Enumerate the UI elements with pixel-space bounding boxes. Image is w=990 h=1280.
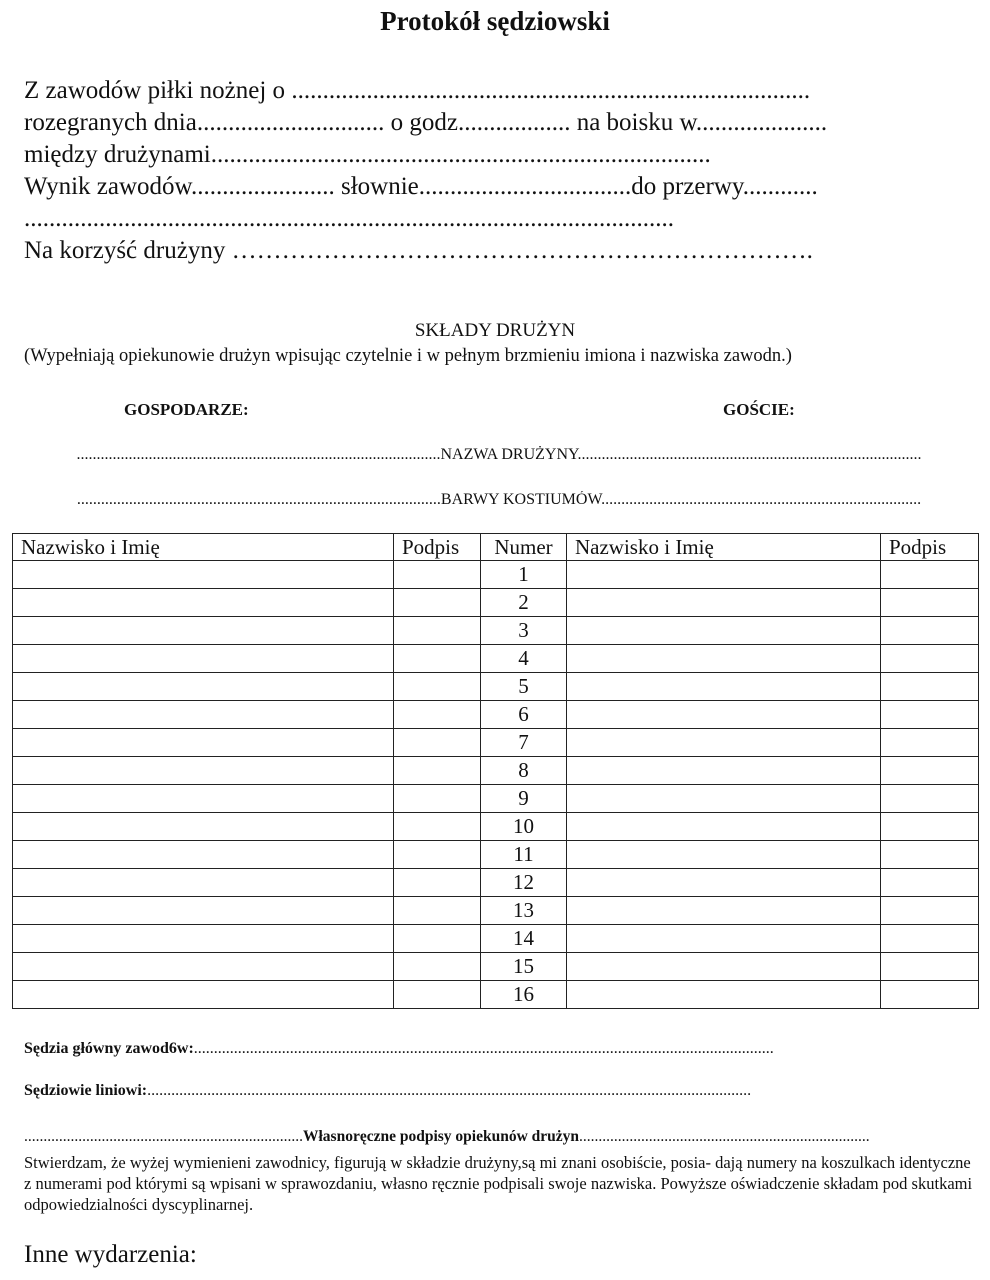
home-player-name-cell[interactable] bbox=[13, 589, 394, 617]
player-number-cell: 7 bbox=[481, 729, 567, 757]
roster-row bbox=[13, 757, 979, 785]
home-player-signature-cell[interactable] bbox=[394, 953, 481, 981]
signatures-field-right[interactable]: ........................................................................... bbox=[579, 1128, 870, 1145]
halftime-label: do przerwy bbox=[631, 173, 743, 200]
away-player-signature-cell[interactable] bbox=[881, 757, 979, 785]
winner-line bbox=[24, 236, 813, 266]
home-team-name-field[interactable]: ........................................................................................... bbox=[76, 446, 441, 463]
result-line bbox=[24, 172, 818, 202]
away-player-name-cell[interactable] bbox=[567, 589, 881, 617]
roster-row bbox=[13, 981, 979, 1009]
date-field[interactable]: .............................. bbox=[196, 109, 385, 136]
away-player-name-cell[interactable] bbox=[567, 841, 881, 869]
away-player-name-cell[interactable] bbox=[567, 645, 881, 673]
home-player-signature-cell[interactable] bbox=[394, 673, 481, 701]
home-name-header: Nazwisko i Imię bbox=[13, 534, 394, 561]
home-player-signature-cell[interactable] bbox=[394, 925, 481, 953]
kit-colors-label: BARWY KOSTIUMÓW bbox=[440, 491, 602, 508]
away-player-signature-cell[interactable] bbox=[881, 729, 979, 757]
team-name-label: NAZWA DRUŻYNY bbox=[440, 446, 578, 463]
home-player-signature-cell[interactable] bbox=[394, 757, 481, 785]
competition-label: Z zawodów piłki nożnej o bbox=[24, 77, 292, 104]
roster-row bbox=[13, 673, 979, 701]
away-player-signature-cell[interactable] bbox=[881, 617, 979, 645]
away-player-signature-cell[interactable] bbox=[881, 925, 979, 953]
kit-colors-row bbox=[40, 491, 958, 509]
home-team-label: GOSPODARZE: bbox=[124, 400, 249, 419]
away-player-signature-cell[interactable] bbox=[881, 981, 979, 1009]
away-player-signature-cell[interactable] bbox=[881, 561, 979, 589]
away-kit-colors-field[interactable]: ................................................................................ bbox=[601, 491, 922, 508]
player-number-cell: 16 bbox=[481, 981, 567, 1009]
declaration-text: Stwierdzam, że wyżej wymienieni zawodnicy, figurują w składzie drużyny,są mi znani osobiście, posia- dają numery na koszulkach identyczne z numerami pod którymi są wpisani w sprawozdaniu, własno ręcznie podpisali swoje nazwiska. Powyższe oświadczenie składam pod skutkami odpowiedzialności dyscyplinarnej. bbox=[24, 1153, 973, 1214]
player-number-cell: 6 bbox=[481, 701, 567, 729]
halftime-field[interactable]: ............ bbox=[742, 173, 818, 200]
player-number-cell: 5 bbox=[481, 673, 567, 701]
other-events-label: Inne wydarzenia: bbox=[24, 1241, 197, 1268]
away-player-signature-cell[interactable] bbox=[881, 589, 979, 617]
home-player-name-cell[interactable] bbox=[13, 981, 394, 1009]
competition-field[interactable]: ................................................................................... bbox=[291, 77, 811, 104]
home-player-name-cell[interactable] bbox=[13, 561, 394, 589]
away-player-name-cell[interactable] bbox=[567, 757, 881, 785]
squads-heading: SKŁADY DRUŻYN bbox=[414, 320, 576, 341]
venue-field[interactable]: ..................... bbox=[695, 109, 828, 136]
home-player-signature-cell[interactable] bbox=[394, 869, 481, 897]
player-number-cell: 2 bbox=[481, 589, 567, 617]
signatures-field-left[interactable]: ........................................................................ bbox=[24, 1128, 303, 1145]
away-player-signature-cell[interactable] bbox=[881, 841, 979, 869]
home-player-signature-cell[interactable] bbox=[394, 785, 481, 813]
winner-field[interactable]: ……………………………………………………………. bbox=[231, 237, 813, 264]
roster-row bbox=[13, 841, 979, 869]
home-player-name-cell[interactable] bbox=[13, 729, 394, 757]
home-player-name-cell[interactable] bbox=[13, 953, 394, 981]
away-player-name-cell[interactable] bbox=[567, 729, 881, 757]
roster-row bbox=[13, 589, 979, 617]
roster-row bbox=[13, 953, 979, 981]
player-number-cell: 15 bbox=[481, 953, 567, 981]
away-player-name-cell[interactable] bbox=[567, 869, 881, 897]
home-player-signature-cell[interactable] bbox=[394, 617, 481, 645]
time-label: o godz bbox=[384, 109, 458, 136]
away-player-name-cell[interactable] bbox=[567, 673, 881, 701]
home-player-signature-cell[interactable] bbox=[394, 589, 481, 617]
away-player-name-cell[interactable] bbox=[567, 785, 881, 813]
teams-line bbox=[24, 140, 711, 170]
line-referees-field[interactable]: ....................................................................................................................................................... bbox=[147, 1082, 752, 1099]
line-referees-line bbox=[24, 1082, 751, 1100]
home-player-name-cell[interactable] bbox=[13, 897, 394, 925]
away-player-signature-cell[interactable] bbox=[881, 897, 979, 925]
home-player-name-cell[interactable] bbox=[13, 869, 394, 897]
roster-row bbox=[13, 561, 979, 589]
result-label: Wynik zawodów bbox=[24, 173, 191, 200]
player-number-cell: 1 bbox=[481, 561, 567, 589]
player-number-cell: 13 bbox=[481, 897, 567, 925]
date-time-venue-line bbox=[24, 108, 827, 138]
away-player-name-cell[interactable] bbox=[567, 701, 881, 729]
away-player-name-cell[interactable] bbox=[567, 897, 881, 925]
roster-row bbox=[13, 701, 979, 729]
roster-row bbox=[13, 617, 979, 645]
main-referee-line bbox=[24, 1040, 774, 1058]
result-field[interactable]: ....................... bbox=[190, 173, 335, 200]
venue-label: na boisku w bbox=[570, 109, 696, 136]
home-kit-colors-field[interactable]: ........................................................................................... bbox=[76, 491, 441, 508]
number-header: Numer bbox=[481, 534, 567, 561]
roster-header-row bbox=[13, 534, 979, 561]
away-player-name-cell[interactable] bbox=[567, 925, 881, 953]
roster-row bbox=[13, 813, 979, 841]
roster-table bbox=[12, 533, 979, 1009]
home-player-name-cell[interactable] bbox=[13, 785, 394, 813]
main-referee-label: Sędzia główny zawod6w: bbox=[24, 1040, 194, 1057]
team-name-row bbox=[40, 446, 958, 464]
home-player-signature-cell[interactable] bbox=[394, 841, 481, 869]
away-player-signature-cell[interactable] bbox=[881, 953, 979, 981]
player-number-cell: 8 bbox=[481, 757, 567, 785]
signatures-line bbox=[24, 1128, 870, 1146]
player-number-cell: 4 bbox=[481, 645, 567, 673]
away-player-name-cell[interactable] bbox=[567, 981, 881, 1009]
away-team-label: GOŚCIE: bbox=[723, 400, 795, 419]
player-number-cell: 12 bbox=[481, 869, 567, 897]
away-name-header: Nazwisko i Imię bbox=[567, 534, 881, 561]
away-player-name-cell[interactable] bbox=[567, 813, 881, 841]
continuation-field[interactable]: ........................................................................................................ bbox=[24, 205, 674, 232]
home-player-name-cell[interactable] bbox=[13, 757, 394, 785]
roster-row bbox=[13, 897, 979, 925]
home-signature-header: Podpis bbox=[394, 534, 481, 561]
home-player-signature-cell[interactable] bbox=[394, 701, 481, 729]
home-player-signature-cell[interactable] bbox=[394, 897, 481, 925]
home-player-name-cell[interactable] bbox=[13, 617, 394, 645]
home-player-name-cell[interactable] bbox=[13, 673, 394, 701]
player-number-cell: 14 bbox=[481, 925, 567, 953]
home-player-name-cell[interactable] bbox=[13, 925, 394, 953]
home-player-name-cell[interactable] bbox=[13, 645, 394, 673]
player-number-cell: 10 bbox=[481, 813, 567, 841]
home-player-signature-cell[interactable] bbox=[394, 981, 481, 1009]
main-referee-field[interactable]: ................................................................................................................................................. bbox=[193, 1040, 774, 1057]
home-player-signature-cell[interactable] bbox=[394, 729, 481, 757]
home-player-signature-cell[interactable] bbox=[394, 645, 481, 673]
away-team-name-field[interactable]: ...................................................................................... bbox=[577, 446, 922, 463]
away-player-signature-cell[interactable] bbox=[881, 673, 979, 701]
home-player-signature-cell[interactable] bbox=[394, 813, 481, 841]
competition-line bbox=[24, 76, 810, 106]
date-label: rozegranych dnia bbox=[24, 109, 197, 136]
winner-label: Na korzyść drużyny bbox=[24, 237, 232, 264]
signatures-label: Własnoręczne podpisy opiekunów drużyn bbox=[303, 1128, 580, 1145]
teams-field[interactable]: ................................................................................ bbox=[210, 141, 711, 168]
roster-row bbox=[13, 869, 979, 897]
home-player-name-cell[interactable] bbox=[13, 701, 394, 729]
page-title: Protokół sędziowski bbox=[380, 6, 610, 36]
away-player-signature-cell[interactable] bbox=[881, 785, 979, 813]
roster-row bbox=[13, 785, 979, 813]
player-number-cell: 3 bbox=[481, 617, 567, 645]
away-player-name-cell[interactable] bbox=[567, 953, 881, 981]
away-player-signature-cell[interactable] bbox=[881, 701, 979, 729]
home-player-name-cell[interactable] bbox=[13, 813, 394, 841]
player-number-cell: 9 bbox=[481, 785, 567, 813]
home-player-signature-cell[interactable] bbox=[394, 561, 481, 589]
away-player-name-cell[interactable] bbox=[567, 617, 881, 645]
result-words-label: słownie bbox=[334, 173, 419, 200]
roster-row bbox=[13, 925, 979, 953]
roster-row bbox=[13, 729, 979, 757]
away-player-signature-cell[interactable] bbox=[881, 645, 979, 673]
player-number-cell: 11 bbox=[481, 841, 567, 869]
squads-note: (Wypełniają opiekunowie drużyn wpisując czytelnie i w pełnym brzmieniu imiona i nazwiska zawodn.) bbox=[24, 346, 792, 366]
line-referees-label: Sędziowie liniowi: bbox=[24, 1082, 148, 1099]
away-signature-header: Podpis bbox=[881, 534, 979, 561]
time-field[interactable]: .................. bbox=[457, 109, 571, 136]
away-player-name-cell[interactable] bbox=[567, 561, 881, 589]
continuation-line bbox=[24, 204, 674, 234]
result-words-field[interactable]: .................................. bbox=[418, 173, 632, 200]
home-player-name-cell[interactable] bbox=[13, 841, 394, 869]
teams-label: między drużynami bbox=[24, 141, 211, 168]
roster-row bbox=[13, 645, 979, 673]
away-player-signature-cell[interactable] bbox=[881, 813, 979, 841]
away-player-signature-cell[interactable] bbox=[881, 869, 979, 897]
roster-body bbox=[13, 561, 979, 1009]
